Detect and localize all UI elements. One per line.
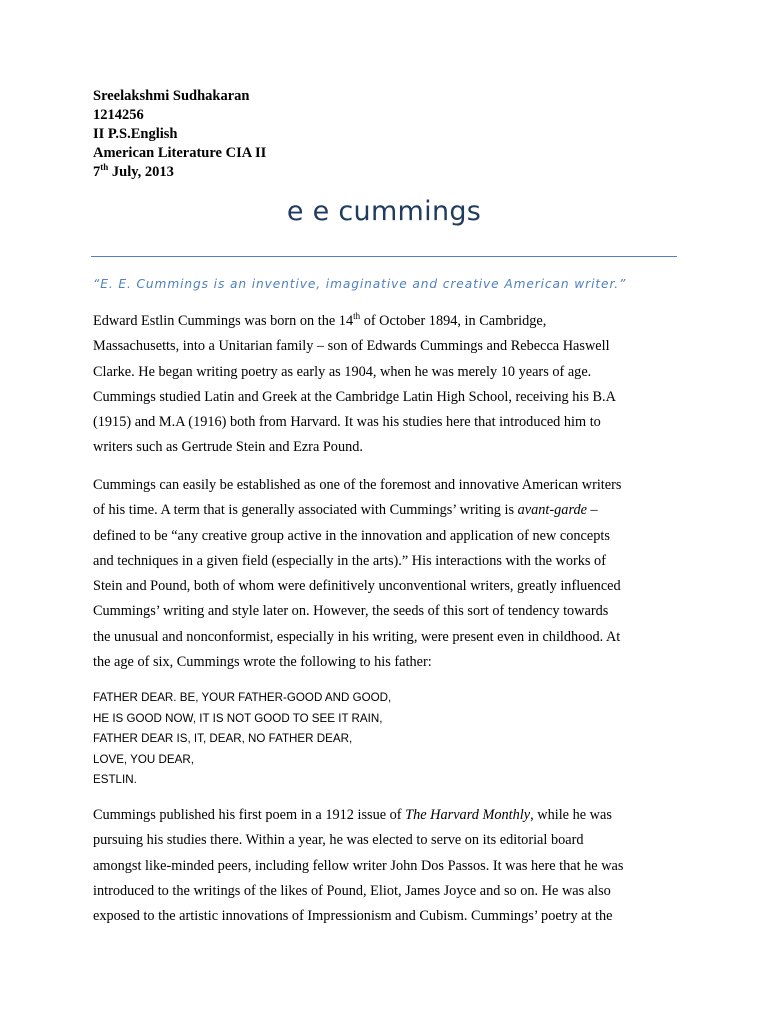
paragraph-line: the unusual and nonconformist, especially in his writing, were present even in childhood. At	[93, 628, 621, 645]
title-divider	[91, 256, 677, 257]
paragraph-line: writers such as Gertrude Stein and Ezra Pound.	[93, 439, 363, 456]
submission-date: 7th July, 2013	[93, 162, 174, 180]
paragraph-line: Stein and Pound, both of whom were definitively unconventional writers, greatly influenced	[93, 578, 621, 595]
student-info-block	[93, 87, 266, 182]
paragraph-line: Cummings studied Latin and Greek at the Cambridge Latin High School, receiving his B.A	[93, 388, 616, 405]
paragraph-line: Massachusetts, into a Unitarian family – son of Edwards Cummings and Rebecca Haswell	[93, 338, 610, 355]
paragraph-line: the age of six, Cummings wrote the following to his father:	[93, 654, 432, 671]
poem-line: ESTLIN.	[93, 773, 137, 787]
paragraph-1	[93, 309, 683, 461]
paragraph-line: Cummings’ writing and style later on. However, the seeds of this sort of tendency towards	[93, 603, 609, 620]
paragraph-3	[93, 803, 683, 929]
paragraph-line: defined to be “any creative group active in the innovation and application of new concepts	[93, 527, 610, 544]
paragraph-line: exposed to the artistic innovations of Impressionism and Cubism. Cummings’ poetry at the	[93, 908, 613, 925]
paragraph-line: Edward Estlin Cummings was born on the 14th of October 1894, in Cambridge,	[93, 311, 547, 329]
paragraph-line: Cummings published his first poem in a 1912 issue of The Harvard Monthly, while he was	[93, 807, 612, 823]
paragraph-line: introduced to the writings of the likes of Pound, Eliot, James Joyce and so on. He was also	[93, 882, 611, 899]
poem-line: FATHER DEAR. BE, YOUR FATHER-GOOD AND GOOD,	[93, 691, 392, 704]
course-name: II P.S.English	[93, 126, 178, 142]
childhood-poem	[93, 688, 391, 791]
student-id: 1214256	[93, 107, 144, 123]
paragraph-line: (1915) and M.A (1916) both from Harvard. It was his studies here that introduced him to	[93, 414, 601, 431]
epigraph-quote: “E. E. Cummings is an inventive, imaginative and creative American writer.”	[93, 277, 627, 291]
paragraph-line: and techniques in a given field (especially in the arts).” His interactions with the works of	[93, 552, 606, 569]
subject-name: American Literature CIA II	[93, 145, 267, 161]
paragraph-2	[93, 473, 683, 675]
poem-line: HE IS GOOD NOW, IT IS NOT GOOD TO SEE IT RAIN,	[93, 711, 383, 725]
paragraph-line: amongst like-minded peers, including fellow writer John Dos Passos. It was here that he was	[93, 857, 624, 874]
paragraph-line: Cummings can easily be established as one of the foremost and innovative American writers	[93, 477, 622, 493]
poem-line: FATHER DEAR IS, IT, DEAR, NO FATHER DEAR,	[93, 732, 353, 746]
paragraph-line: Clarke. He began writing poetry as early as 1904, when he was merely 10 years of age.	[93, 363, 592, 380]
page-title: e e cummings	[286, 196, 482, 227]
paragraph-line: of his time. A term that is generally associated with Cummings’ writing is avant-garde –	[93, 502, 598, 519]
poem-line: LOVE, YOU DEAR,	[93, 752, 194, 766]
student-name: Sreelakshmi Sudhakaran	[93, 88, 250, 104]
paragraph-line: pursuing his studies there. Within a year, he was elected to serve on its editorial board	[93, 832, 584, 849]
